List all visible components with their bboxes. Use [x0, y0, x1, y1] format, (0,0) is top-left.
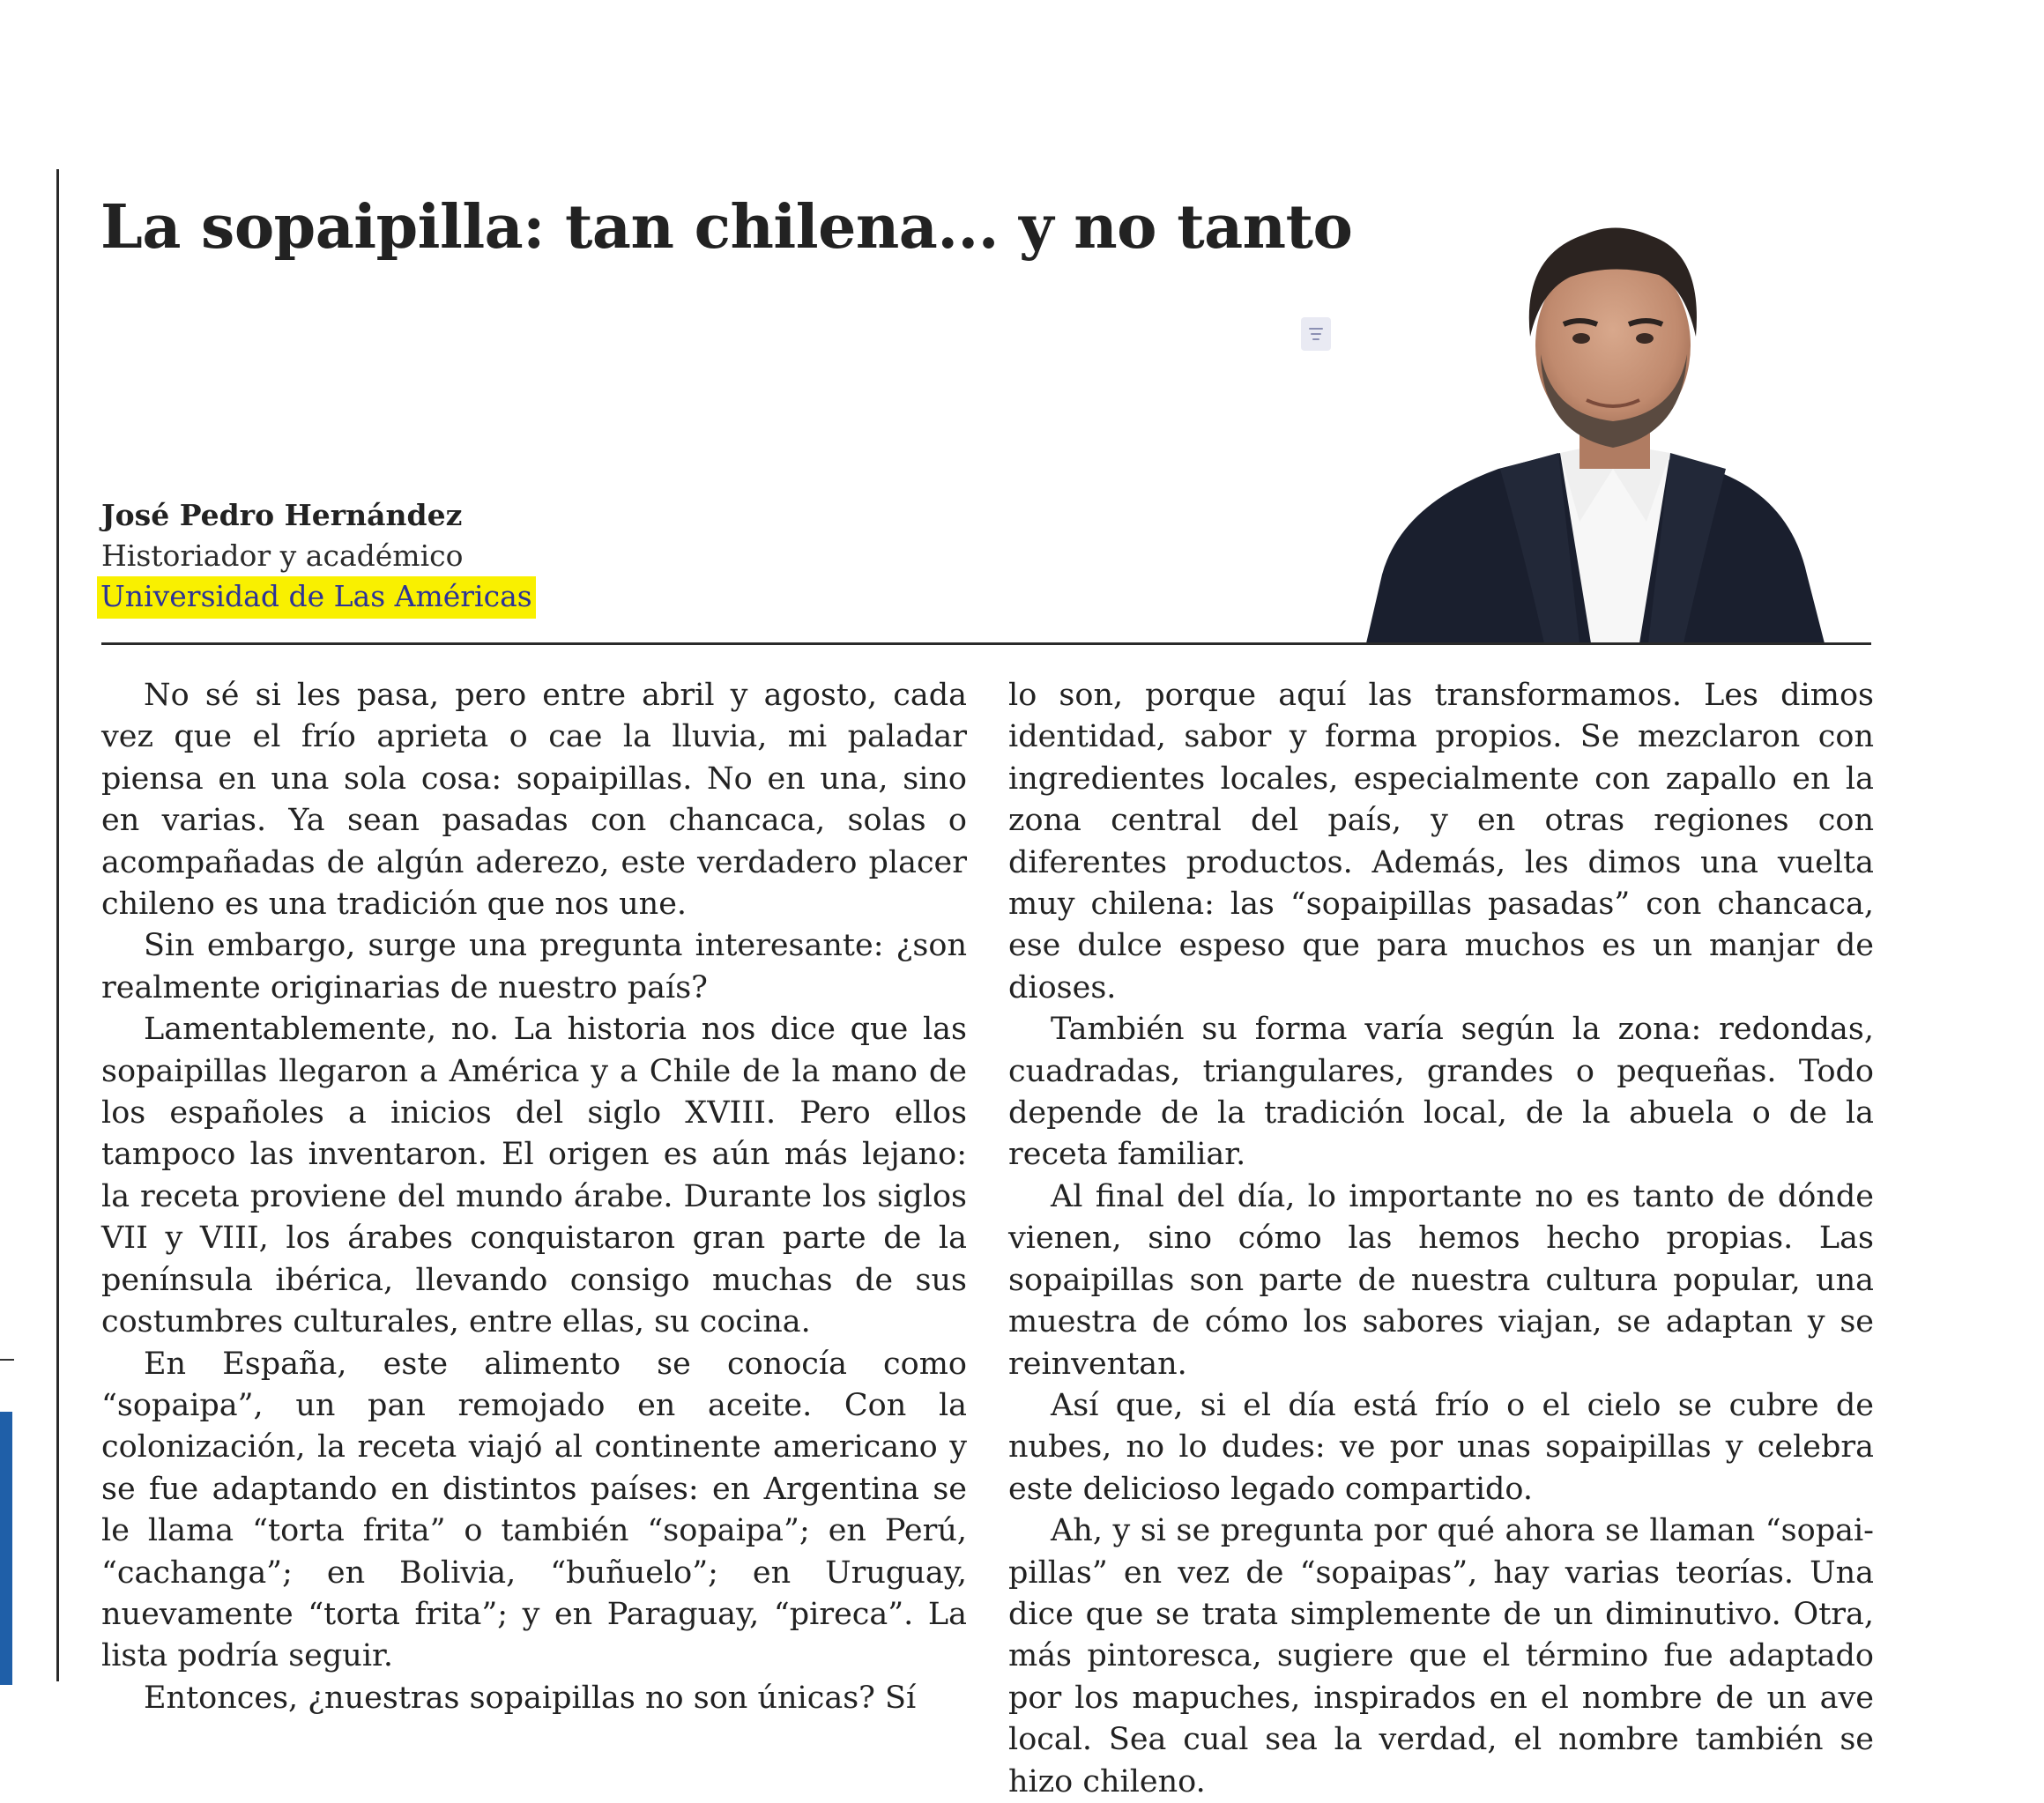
author-portrait	[1349, 204, 1842, 643]
comment-icon[interactable]	[1301, 317, 1331, 351]
column-divider-line	[56, 169, 59, 1681]
author-byline	[101, 495, 536, 619]
paragraph: No sé si les pasa, pero entre abril y agosto, cada vez que el frío aprieta o cae la lluvia, mi paladar piensa en una sola cosa: sopaipillas. No en una, sino en varias. Ya sean pasadas con chancaca, solas o acompañadas de algún aderezo, este verdadero placer chileno es una tradición que nos une.	[101, 678, 967, 923]
paragraph: En España, este alimento se conocía como “sopaipa”, un pan remojado en aceite. Con la colonización, la receta viajó al continente americano y se fue adaptando en distintos países: en Argentina se le llama “torta frita” o también “sopaipa”; en Perú, “cachanga”; en Bolivia, “buñuelo”; en Uruguay, nuevamente “torta frita”; y en Paraguay, “pireca”. La lista podría seguir.	[101, 1346, 967, 1674]
article-column-left	[101, 675, 967, 1719]
paragraph: También su forma varía según la zona: redondas, cuadradas, triangulares, grandes o pequeñas. Todo depende de la tradición local, de la abuela o de la receta familiar.	[1008, 1012, 1874, 1173]
article-headline: La sopaipilla: tan chilena... y no tanto	[100, 192, 1353, 263]
paragraph-continuation: lo son, porque aquí las transformamos. Les dimos identidad, sabor y forma propios. Se mezclaron con ingredientes locales, especialmente con zapallo en la zona central del país, y en otras regiones con diferentes productos. Además, les dimos una vuelta muy chilena: las “sopaipillas pasadas” con chancaca, ese dulce espeso que para muchos es un manjar de dioses.	[1008, 678, 1874, 1005]
author-name: José Pedro Hernández	[101, 498, 463, 532]
article-column-right	[1008, 675, 1874, 1803]
author-institution-highlight: Universidad de Las Américas	[97, 576, 536, 619]
paragraph: Sin embargo, surge una pregunta interesante: ¿son realmente originarias de nuestro país?	[101, 928, 967, 1005]
paragraph: Lamentablemente, no. La historia nos dice que las sopaipillas llegaron a América y a Chile de la mano de los españoles a inicios del siglo XVIII. Pero ellos tampoco las inventaron. El origen es aún más lejano: la receta proviene del mundo árabe. Durante los siglos VII y VIII, los árabes conquistaron gran parte de la península ibérica, llevando consigo muchas de sus costumbres culturales, entre ellas, su cocina.	[101, 1012, 967, 1340]
margin-blue-bar	[0, 1412, 12, 1685]
header-separator	[101, 642, 1871, 645]
author-role: Historiador y académico	[101, 538, 464, 573]
paragraph: Así que, si el día está frío o el cielo se cubre de nubes, no lo dudes: ve por unas sopaipillas y celebra este delicioso legado compartido.	[1008, 1387, 1874, 1507]
paragraph: Al final del día, lo importante no es tanto de dónde vienen, sino cómo las hemos hecho propias. Las sopaipillas son parte de nuestra cultura popular, una muestra de cómo los sabores viajan, se adaptan y se reinventan.	[1008, 1178, 1874, 1382]
paragraph: Ah, y si se pregunta por qué ahora se llaman “sopaipillas” en vez de “sopaipas”, hay varias teorías. Una dice que se trata simplemente de un diminutivo. Otra, más pintoresca, sugiere que el término fue adaptado por los mapuches, inspirados en el nombre de un ave local. Sea cual sea la verdad, el nombre también se hizo chileno.	[1008, 1513, 1874, 1799]
paragraph: Entonces, ¿nuestras sopaipillas no son únicas? Sí	[144, 1680, 917, 1716]
margin-tick	[0, 1359, 14, 1361]
